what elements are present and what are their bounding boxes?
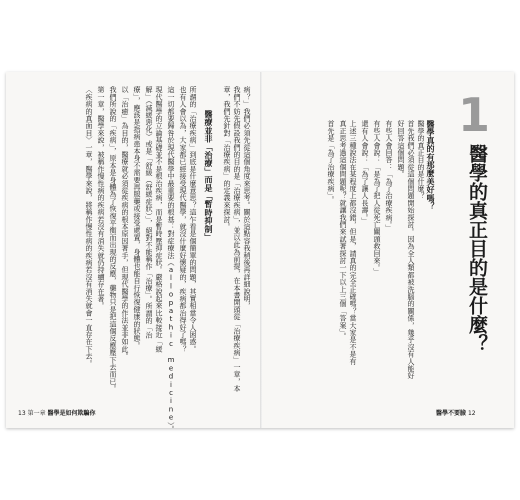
left-footer	[18, 408, 96, 417]
left-page-number: 13	[18, 410, 26, 417]
left-line: 現代醫學的立論基礎並不是根治疾病，而是暫時壓抑症狀。嚴格說起來比較接近「緩	[155, 86, 163, 353]
left-line: 這一切都要歸咎於現代醫學中最重要的根基：對症療法（allopathic medicine）。	[167, 86, 175, 433]
left-line: 章，我們先針對「治療疾病」的定義來探討。	[223, 86, 231, 230]
chapter-title: 醫學的真正目的是什麼？	[466, 144, 488, 353]
left-chapter-label: 第一章	[27, 410, 46, 417]
right-line: 有些人會說：「是為了把人從死亡關頭救回來。」	[373, 120, 381, 275]
right-footer-tag: 醫學不要臉	[436, 410, 467, 417]
left-line: 解」（減緩惡化）或是「舒緩（舒緩症狀）」，絕對不能稱作「治療」。所謂的「治	[145, 86, 153, 339]
left-line: 〈疾病的真面目〉一章，醫學來說，將稱作慢性病的疾病若沒有消失就會一直存在下去。	[85, 86, 93, 367]
left-section-heading: 醫療並非「治療」而是「暫時抑制」	[204, 110, 213, 242]
left-line: 以「治癒」為目的，醫療就必須從疾病的根本原因著手，但現代醫學的作法並非如此。	[121, 86, 129, 360]
right-line: 醫學的真正目的是什麼？	[417, 120, 425, 200]
right-line: 有些人會回答：「為了治療疾病。」	[385, 120, 393, 232]
left-line: 我們不妨先假設我們的目的是「治療疾病」，並以此為前提，在本書開頭從「治療疾病」一章，本	[233, 86, 241, 393]
right-line: 首先是「為了治療疾病」。	[327, 120, 335, 203]
chapter-number: 1	[458, 88, 491, 142]
right-line: 真正思考過這個問題呢？就讓我們來試著探討一下以上三個「答案」。	[339, 120, 347, 340]
left-footer-tag: 醫學是如何欺騙你	[47, 410, 96, 417]
page-gutter	[260, 72, 262, 428]
right-page-number: 12	[467, 410, 476, 417]
right-line: 首先我們必須從這個問題開始探討。因為全人類都被洗腦的關係，幾乎沒有人能好	[407, 120, 415, 380]
book-spread	[6, 72, 514, 433]
right-line: 好回答這個問題。	[397, 120, 405, 178]
left-line: 病？」我們必須先從這個角度來思考。關於這點容我稍後再詳細說明，	[243, 86, 251, 310]
left-line: 第一章，醫學來說，被稱作慢性病的疾病若沒有消失就仍持續存在著。	[97, 86, 105, 310]
right-line: 還有人會說：「為了讓人長壽。」	[361, 120, 369, 225]
left-line: 所謂的「治療疾病」到底是什麼意思？這乍看是個簡單的問題，其實相當令人困惑。	[189, 86, 197, 353]
left-line: 我們所說的「疾病」，原本是身體為了恢復平衡而出現的反應，藥物只是把這個反應壓下去而已。	[109, 86, 117, 393]
right-section-heading: 醫學真的有那麼美好嗎？	[426, 120, 435, 211]
right-line: 上述三種說法在某程度上都沒錯，但是，請真的完全正確嗎？當大家是不是有	[349, 120, 357, 365]
right-footer	[436, 408, 476, 417]
left-line: 療」，應該是指病患本身不需要再服藥或接受處置，身體也能自行恢復健康的狀態。	[133, 86, 141, 349]
left-line: 也有人會以為，大家都已經接受現代醫學，就沒什麼好懷疑的，疾病都治得好了嗎？	[179, 86, 187, 353]
